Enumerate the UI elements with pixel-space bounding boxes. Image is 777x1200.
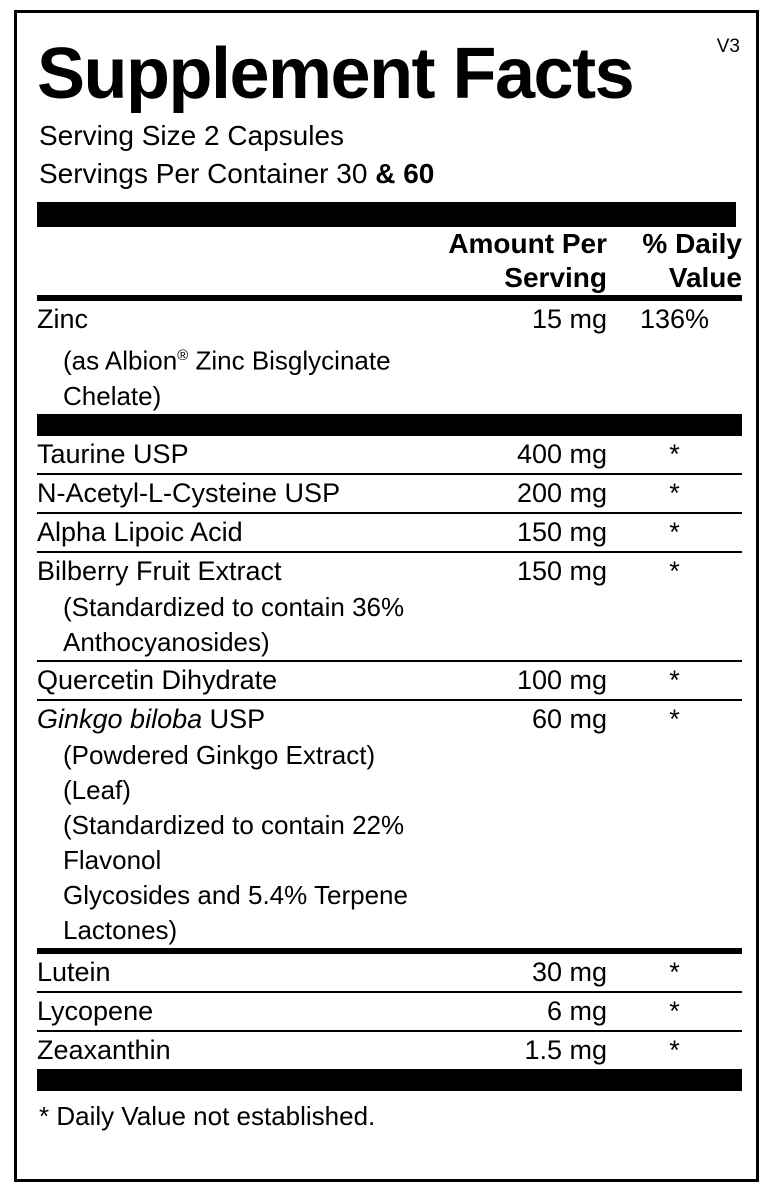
header-amount-line1: Amount Per	[448, 228, 607, 259]
header-dv-line1: % Daily	[642, 228, 742, 259]
row-name-3	[37, 553, 417, 660]
table-row	[37, 301, 742, 414]
row-amount-3: 150 mg	[516, 555, 607, 586]
row-name-8: Zeaxanthin	[37, 1034, 171, 1065]
row-name-4: Quercetin Dihydrate	[37, 664, 278, 695]
row-dv-7: *	[669, 995, 680, 1026]
row-name-2: Alpha Lipoic Acid	[37, 516, 243, 547]
header-dv-line2: Value	[668, 262, 742, 293]
row-amount-6: 30 mg	[531, 956, 607, 987]
row-amount-8: 1.5 mg	[524, 1034, 607, 1065]
header-spacer	[37, 227, 417, 295]
zinc-bar-row	[37, 414, 742, 436]
table-row	[37, 662, 742, 699]
servings-per-container-line	[37, 155, 736, 193]
nutrient-name-rest: USP	[202, 703, 266, 734]
table-row	[37, 436, 742, 473]
row-dv-0: *	[669, 438, 680, 469]
facts-table	[37, 227, 742, 1091]
nutrient-name: Zinc	[37, 304, 89, 334]
row-amount-2: 150 mg	[516, 516, 607, 547]
nutrient-name-italic: Ginkgo biloba	[37, 703, 203, 734]
row-name-5	[37, 701, 417, 948]
supplement-facts-panel	[14, 10, 759, 1182]
row-name-0: Taurine USP	[37, 438, 189, 469]
table-row	[37, 701, 742, 948]
title-row	[37, 31, 740, 117]
footnote: * Daily Value not established.	[39, 1100, 376, 1131]
table-row	[37, 514, 742, 551]
table-row	[37, 553, 742, 660]
table-header-row	[37, 227, 742, 295]
row-amount-0: 400 mg	[516, 438, 607, 469]
bottom-black-bar	[37, 1069, 742, 1091]
row-dv-zinc: 136%	[639, 304, 710, 334]
row-dv-4: *	[669, 664, 680, 695]
version-badge: V3	[716, 36, 740, 57]
nutrient-subtext: (Powdered Ginkgo Extract) (Leaf)	[63, 739, 376, 805]
row-dv-1: *	[669, 477, 680, 508]
nutrient-subtext	[37, 338, 417, 414]
bottom-bar-cell	[37, 1069, 742, 1091]
row-dv-3: *	[669, 555, 680, 586]
row-name-zinc	[37, 301, 417, 414]
nutrient-subtext: (Standardized to contain 36% Anthocyanosides)	[63, 591, 405, 657]
header-amount-per-serving	[417, 227, 607, 295]
row-amount-1: 200 mg	[516, 477, 607, 508]
zinc-sub-pre: (as Albion	[63, 345, 178, 376]
servings-per-container-extra: & 60	[375, 158, 435, 189]
header-daily-value	[607, 227, 742, 295]
row-amount-zinc: 15 mg	[531, 304, 607, 334]
nutrient-subtext: Glycosides and 5.4% Terpene Lactones)	[63, 879, 408, 945]
row-name-1: N-Acetyl-L-Cysteine USP	[37, 477, 341, 508]
registered-mark: ®	[177, 347, 189, 364]
servings-per-container-text: Servings Per Container 30	[39, 158, 376, 189]
row-dv-8: *	[669, 1034, 680, 1065]
row-name-7: Lycopene	[37, 995, 154, 1026]
bottom-bar-row	[37, 1069, 742, 1091]
row-dv-5: *	[669, 703, 680, 734]
table-row	[37, 1032, 742, 1069]
row-name-6: Lutein	[37, 956, 111, 987]
row-dv-2: *	[669, 516, 680, 547]
header-amount-line2: Serving	[504, 262, 607, 293]
row-dv-6: *	[669, 956, 680, 987]
table-row	[37, 993, 742, 1030]
table-row	[37, 954, 742, 991]
table-row	[37, 475, 742, 512]
mid-black-bar	[37, 414, 742, 436]
supplement-facts-inner	[37, 31, 742, 1163]
top-black-bar	[37, 202, 736, 227]
row-amount-4: 100 mg	[516, 664, 607, 695]
page-title: Supplement Facts	[37, 34, 634, 114]
serving-size-line: Serving Size 2 Capsules	[39, 120, 345, 151]
row-amount-5: 60 mg	[531, 703, 607, 734]
nutrient-subtext: (Standardized to contain 22% Flavonol	[63, 809, 405, 875]
row-amount-7: 6 mg	[546, 995, 607, 1026]
zinc-sub-post: Zinc Bisglycinate Chelate)	[63, 345, 391, 411]
nutrient-name: Bilberry Fruit Extract	[37, 555, 282, 586]
zinc-bar-cell	[37, 414, 742, 436]
